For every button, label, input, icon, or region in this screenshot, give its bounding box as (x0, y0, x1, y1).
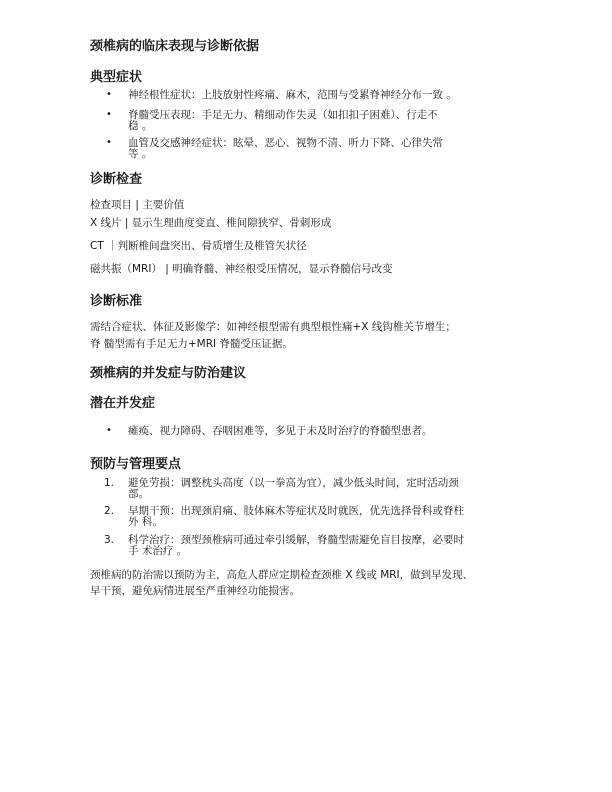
section-heading-symptoms: 典型症状 (90, 70, 143, 85)
exam-row-mri: 磁共振（MRI） | 明确脊髓、神经根受压情况，显示脊髓信号改变 (90, 263, 393, 275)
criteria-text-line2: 脊 髓型需有手足无力+MRI 脊髓受压证据。 (90, 338, 293, 350)
symptom-item-2-cont: 稳 。 (128, 120, 153, 132)
symptom-item-2: 脊髓受压表现：手足无力、精细动作失灵（如扣扣子困难）、行走不 (128, 109, 438, 121)
prevention-item-3-cont: 手 术治疗 。 (128, 545, 188, 557)
list-number: 1. (104, 477, 115, 489)
list-number: 3. (104, 534, 115, 546)
section-heading-criteria: 诊断标准 (90, 294, 143, 309)
symptom-item-1: 神经根性症状：上肢放射性疼痛、麻木，范围与受累脊神经分布一致 。 (128, 89, 457, 101)
section-heading-complications: 潜在并发症 (90, 396, 156, 411)
closing-paragraph-line2: 早干预，避免病情进展至严重神经功能损害。 (90, 585, 300, 597)
prevention-item-2-cont: 外 科。 (128, 516, 163, 528)
prevention-item-1-cont: 部。 (128, 488, 149, 500)
section-heading-prevention: 预防与管理要点 (90, 457, 182, 472)
complication-item: 瘫痪、视力障碍、吞咽困难等，多见于未及时治疗的脊髓型患者。 (128, 425, 433, 437)
exam-row-xray: X 线片 | 显示生理曲度变直、椎间隙狭窄、骨刺形成 (90, 217, 332, 229)
prevention-item-2: 早期干预：出现颈肩痛、肢体麻木等症状及时就医，优先选择骨科或脊柱 (128, 505, 464, 517)
symptom-item-3-cont: 等 。 (128, 148, 153, 160)
list-number: 2. (104, 505, 115, 517)
document-title: 颈椎病的临床表现与诊断依据 (90, 39, 260, 54)
bullet-marker: • (106, 109, 112, 120)
bullet-marker: • (106, 89, 112, 100)
symptom-item-3: 血管及交感神经症状：眩晕、恶心、视物不清、听力下降、心律失常 (128, 137, 443, 149)
exam-row-ct: CT ｜判断椎间盘突出、骨质增生及椎管矢状径 (90, 240, 307, 252)
criteria-text-line1: 需结合症状、体征及影像学：如神经根型需有典型根性痛+X 线钩椎关节增生； (90, 321, 456, 333)
exam-row-header: 检查项目 | 主要价值 (90, 199, 185, 211)
bullet-marker: • (106, 425, 112, 436)
bullet-marker: • (106, 137, 112, 148)
prevention-item-3: 科学治疗：颈型颈椎病可通过牵引缓解，脊髓型需避免盲目按摩，必要时 (128, 534, 464, 546)
document-title-2: 颈椎病的并发症与防治建议 (90, 366, 247, 381)
closing-paragraph-line1: 颈椎病的防治需以预防为主，高危人群应定期检查颈椎 X 线或 MRI，做到早发现、 (90, 569, 474, 581)
section-heading-exams: 诊断检查 (90, 172, 143, 187)
prevention-item-1: 避免劳损：调整枕头高度（以一拳高为宜），减少低头时间，定时活动颈 (128, 477, 459, 489)
